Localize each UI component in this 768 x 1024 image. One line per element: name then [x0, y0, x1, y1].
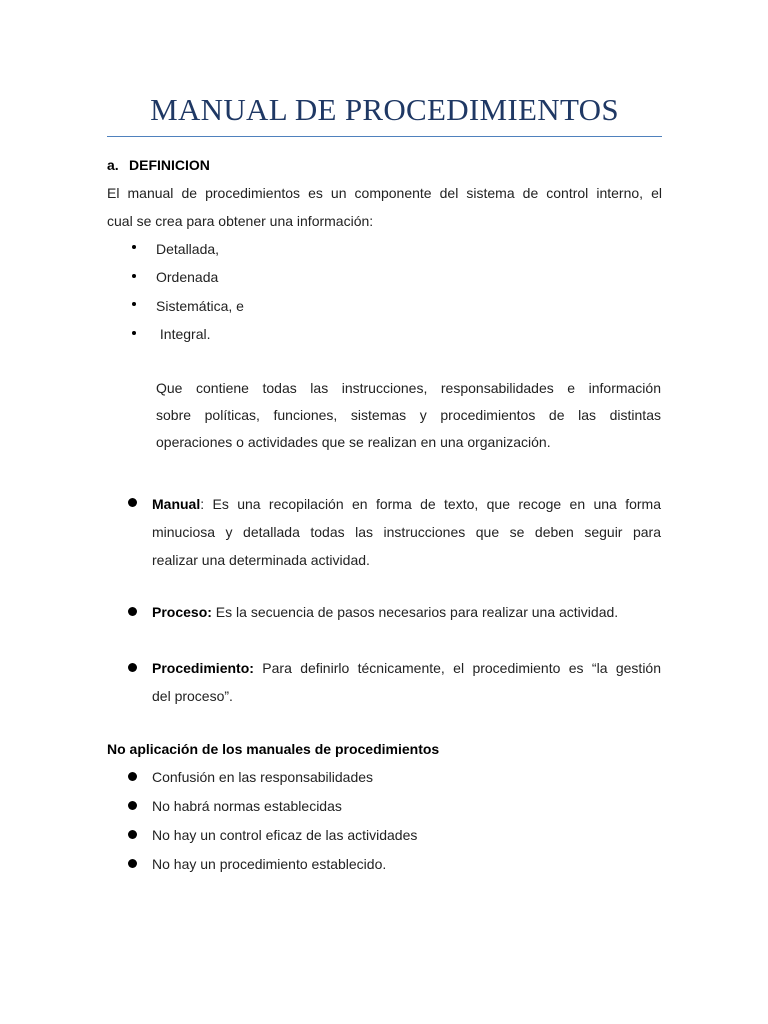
no-aplicacion-item: Confusión en las responsabilidades [152, 769, 374, 785]
quality-item: Integral. [156, 326, 211, 342]
intro-line-1: El manual de procedimientos es un componente del sistema de control interno, el [107, 185, 662, 201]
quality-item: Detallada, [156, 241, 220, 257]
definition-procedimiento-line-2: del proceso”. [152, 688, 233, 704]
bullet-icon [128, 607, 137, 616]
bullet-icon [128, 830, 137, 839]
contains-line-2: sobre políticas, funciones, sistemas y procedimientos de las distintas [156, 407, 661, 423]
bullet-icon [128, 772, 137, 781]
bullet-icon [132, 245, 136, 249]
bullet-icon [128, 498, 137, 507]
definition-term: Manual [152, 496, 201, 512]
bullet-icon [128, 663, 137, 672]
definition-text: Es la secuencia de pasos necesarios para realizar una actividad. [211, 604, 619, 620]
quality-item: Ordenada [156, 269, 219, 285]
definition-term: Proceso: [152, 604, 212, 620]
intro-line-2: cual se crea para obtener una información: [107, 213, 374, 229]
contains-line-1: Que contiene todas las instrucciones, responsabilidades e información [156, 380, 661, 396]
definition-manual-line-2: minuciosa y detallada todas las instrucciones que se deben seguir para [152, 524, 661, 540]
definition-text: Para definirlo técnicamente, el procedimiento es “la gestión [253, 660, 661, 676]
page-title: MANUAL DE PROCEDIMIENTOS [150, 92, 619, 127]
definition-text: : Es una recopilación en forma de texto, que recoge en una forma [200, 496, 661, 512]
bullet-icon [132, 331, 136, 335]
no-aplicacion-item: No habrá normas establecidas [152, 798, 342, 814]
no-aplicacion-item: No hay un procedimiento establecido. [152, 856, 387, 872]
definition-manual-line-3: realizar una determinada actividad. [152, 552, 370, 568]
section-heading-text: DEFINICION [129, 157, 210, 173]
contains-line-3: operaciones o actividades que se realizan en una organización. [156, 434, 551, 450]
section-number: a. [107, 157, 119, 173]
bullet-icon [132, 274, 136, 278]
no-aplicacion-heading: No aplicación de los manuales de procedimientos [107, 741, 440, 757]
definition-procedimiento [152, 654, 661, 682]
definition-term: Procedimiento: [152, 660, 254, 676]
bullet-icon [128, 859, 137, 868]
bullet-icon [128, 801, 137, 810]
bullet-icon [132, 302, 136, 306]
no-aplicacion-item: No hay un control eficaz de las actividades [152, 827, 418, 843]
section-heading [107, 151, 210, 179]
quality-item: Sistemática, e [156, 298, 244, 314]
definition-proceso [152, 598, 661, 626]
definition-manual [152, 490, 661, 518]
title-underline [107, 136, 662, 137]
